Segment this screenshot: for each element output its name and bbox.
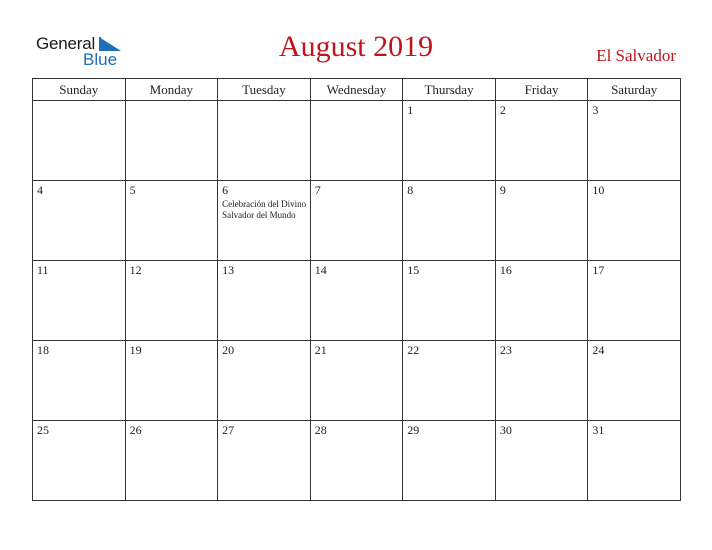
day-number: 17 [592, 263, 605, 277]
day-number: 16 [499, 263, 512, 277]
day-cell [125, 181, 218, 261]
day-cell [403, 341, 496, 421]
month-calendar [32, 78, 681, 501]
weekday-sunday: Sunday [33, 79, 126, 101]
day-number: 20 [222, 343, 235, 357]
day-number: 21 [314, 343, 327, 357]
calendar-title: August 2019 [278, 30, 434, 63]
day-cell [125, 421, 218, 501]
day-cell [403, 101, 496, 181]
weekday-monday: Monday [125, 79, 218, 101]
day-cell [310, 101, 403, 181]
weekday-thursday: Thursday [403, 79, 496, 101]
day-number: 24 [592, 343, 605, 357]
day-cell [495, 341, 588, 421]
logo-text-blue: Blue [83, 50, 118, 69]
holiday-label: Celebración del Divino Salvador del Mundo [222, 199, 307, 220]
day-number: 15 [407, 263, 420, 277]
weekday-saturday: Saturday [588, 79, 681, 101]
day-cell [218, 341, 311, 421]
day-cell [403, 421, 496, 501]
day-number: 9 [499, 183, 506, 197]
day-number: 8 [407, 183, 414, 197]
day-cell [125, 261, 218, 341]
day-cell [588, 421, 681, 501]
day-cell [588, 261, 681, 341]
day-cell [310, 261, 403, 341]
day-cell [588, 181, 681, 261]
logo-text-general: General [36, 34, 96, 53]
day-cell [33, 421, 126, 501]
day-cell [33, 341, 126, 421]
day-cell [403, 181, 496, 261]
day-cell [218, 261, 311, 341]
day-number: 7 [314, 183, 321, 197]
week-row [33, 341, 681, 421]
country-name: El Salvador [596, 46, 676, 65]
day-number: 22 [407, 343, 420, 357]
day-number: 12 [129, 263, 142, 277]
day-cell [495, 421, 588, 501]
day-cell [310, 421, 403, 501]
day-number: 1 [407, 103, 414, 117]
day-number: 31 [592, 423, 605, 437]
day-cell [33, 261, 126, 341]
day-number: 19 [129, 343, 142, 357]
day-number: 18 [37, 343, 49, 357]
day-cell [218, 101, 311, 181]
day-number: 11 [37, 263, 49, 277]
day-number: 13 [222, 263, 235, 277]
day-number: 28 [314, 423, 327, 437]
day-cell [218, 421, 311, 501]
day-number: 27 [222, 423, 235, 437]
day-number: 30 [499, 423, 512, 437]
day-cell [125, 341, 218, 421]
day-number: 5 [129, 183, 136, 197]
day-cell [588, 101, 681, 181]
day-cell [33, 101, 126, 181]
day-cell [310, 181, 403, 261]
week-row [33, 421, 681, 501]
week-row [33, 181, 681, 261]
day-cell [495, 101, 588, 181]
weekday-header-row [33, 79, 681, 101]
day-number: 25 [37, 423, 49, 437]
day-number: 2 [499, 103, 506, 117]
day-number: 6 [222, 183, 229, 197]
day-cell [310, 341, 403, 421]
day-cell [495, 181, 588, 261]
day-number: 23 [499, 343, 512, 357]
day-number: 26 [129, 423, 142, 437]
day-cell [403, 261, 496, 341]
day-number: 29 [407, 423, 420, 437]
day-number: 14 [314, 263, 327, 277]
day-cell [588, 341, 681, 421]
weekday-tuesday: Tuesday [218, 79, 311, 101]
week-row [33, 261, 681, 341]
day-cell [125, 101, 218, 181]
day-number: 3 [592, 103, 599, 117]
day-number: 4 [37, 183, 43, 197]
week-row [33, 101, 681, 181]
day-cell [218, 181, 311, 261]
weekday-friday: Friday [495, 79, 588, 101]
day-number: 10 [592, 183, 605, 197]
day-cell [33, 181, 126, 261]
weekday-wednesday: Wednesday [310, 79, 403, 101]
day-cell [495, 261, 588, 341]
